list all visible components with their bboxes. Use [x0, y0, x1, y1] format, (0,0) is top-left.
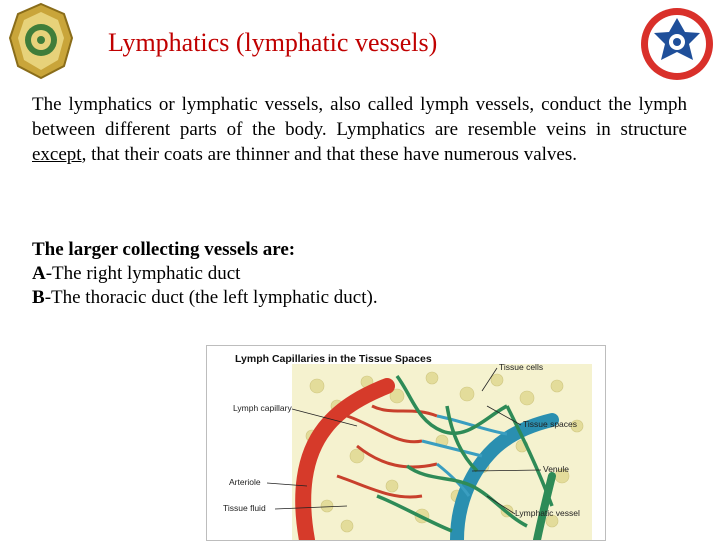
body-paragraph	[32, 92, 687, 167]
list-marker: B	[32, 287, 45, 308]
label-lymph-capillary: Lymph capillary	[233, 403, 292, 413]
list-heading: The larger collecting vessels are:	[32, 239, 296, 260]
label-venule: Venule	[543, 464, 569, 474]
collecting-vessels-list	[32, 238, 378, 310]
list-item	[32, 286, 378, 310]
label-tissue-fluid: Tissue fluid	[223, 503, 266, 513]
paragraph-text-1: The lymphatics or lymphatic vessels, also called lymph vessels, conduct the lymph between different parts of the body. Lymphatics are resemble veins in structure	[32, 94, 687, 140]
university-logo-left	[6, 2, 76, 80]
list-item	[32, 262, 378, 286]
figure-title: Lymph Capillaries in the Tissue Spaces	[235, 353, 432, 365]
list-item-text: -The thoracic duct (the left lymphatic duct).	[44, 287, 378, 308]
college-logo-right	[636, 2, 718, 82]
label-tissue-spaces: Tissue spaces	[523, 419, 578, 429]
lymph-capillaries-figure	[206, 345, 606, 541]
label-arteriole: Arteriole	[229, 477, 261, 487]
slide-title: Lymphatics (lymphatic vessels)	[108, 28, 438, 57]
list-marker: A	[32, 263, 46, 284]
underlined-word: except	[32, 144, 82, 165]
list-item-text: -The right lymphatic duct	[45, 263, 241, 284]
paragraph-text-2: , that their coats are thinner and that these have numerous valves.	[81, 144, 577, 165]
label-lymphatic-vessel: Lymphatic vessel	[515, 508, 580, 518]
label-tissue-cells: Tissue cells	[499, 362, 544, 372]
